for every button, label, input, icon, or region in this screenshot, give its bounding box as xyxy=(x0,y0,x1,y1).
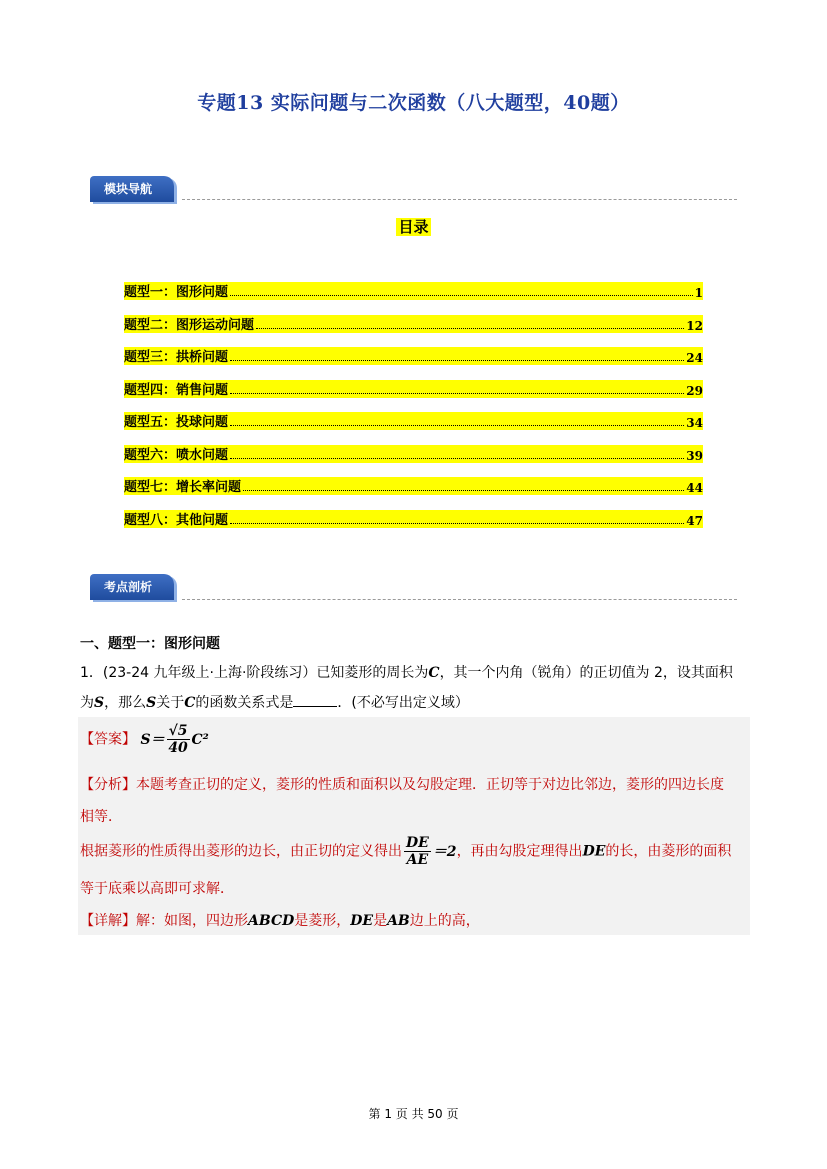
toc-item[interactable]: 题型三：拱桥问题 24 xyxy=(124,347,703,365)
answer-line: 【答案】 S＝ $\frac{√5}{40}$ C² xyxy=(80,723,209,756)
module-nav-label: 模块导航 xyxy=(104,182,153,196)
section-heading: 一、题型一：图形问题 xyxy=(80,636,220,652)
answer-box xyxy=(78,717,750,935)
analysis-line-1: 【分析】本题考查正切的定义，菱形的性质和面积以及勾股定理．正切等于对边比邻边，菱形的四边长度 xyxy=(80,777,724,793)
analysis-line-3: 根据菱形的性质得出菱形的边长，由正切的定义得出 $\frac{DE}{AE}$ ＝2，再由勾股定理得出DE的长，由菱形的面积 xyxy=(80,835,732,868)
toc-item[interactable]: 题型六：喷水问题 39 xyxy=(124,445,703,463)
analysis-tab xyxy=(90,574,174,600)
analysis-banner xyxy=(90,574,182,600)
toc-heading: 目录 xyxy=(398,218,429,236)
page-footer: 第 1 页 共 50 页 xyxy=(368,1107,459,1121)
module-nav-banner xyxy=(90,176,182,202)
document-title: 专题13 实际问题与二次函数（八大题型，40题） xyxy=(197,92,630,114)
nav-divider xyxy=(182,199,737,200)
analysis-line-4: 等于底乘以高即可求解． xyxy=(80,881,234,897)
question-1: 1．(23-24 九年级上·上海·阶段练习）已知菱形的周长为C，其一个内角（锐角）的正切值为 2，设其面积 为S，那么S关于C的函数关系式是 ．(不必写出定义域） xyxy=(80,665,733,711)
module-nav-tab xyxy=(90,176,174,202)
var-c: C xyxy=(428,665,440,681)
answer-blank xyxy=(293,692,337,707)
toc-item[interactable]: 题型八：其他问题 47 xyxy=(124,510,703,528)
toc-item[interactable]: 题型五：投球问题 34 xyxy=(124,412,703,430)
toc-item[interactable]: 题型二：图形运动问题 12 xyxy=(124,315,703,333)
analysis-divider xyxy=(182,599,737,600)
analysis-line-2: 相等． xyxy=(80,809,122,825)
detail-line: 【详解】解：如图，四边形ABCD是菱形，DE是AB边上的高， xyxy=(80,913,480,929)
var-s: S xyxy=(94,695,105,711)
table-of-contents xyxy=(124,282,703,542)
toc-item[interactable]: 题型七：增长率问题 44 xyxy=(124,477,703,495)
analysis-label: 考点剖析 xyxy=(104,580,153,594)
answer-formula: S＝ $\frac{√5}{40}$ C² xyxy=(140,723,209,756)
toc-item[interactable]: 题型一：图形问题 1 xyxy=(124,282,703,300)
toc-item[interactable]: 题型四：销售问题 29 xyxy=(124,380,703,398)
var-c: C xyxy=(184,695,196,711)
var-s: S xyxy=(146,695,157,711)
